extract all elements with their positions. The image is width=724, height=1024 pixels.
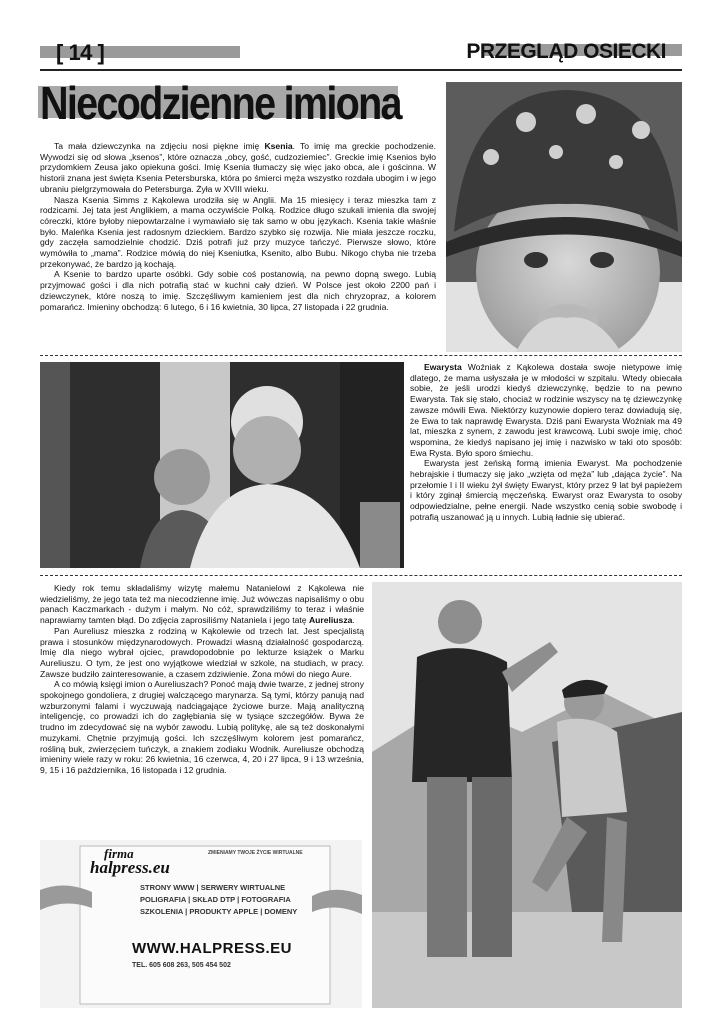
ad-tagline: ZMIENIAMY TWOJE ŻYCIE WIRTUALNE [208,850,303,856]
ewarysta-paragraph-2: Ewarysta jest żeńską formą imienia Ewaryst. Ma pochodzenie hebrajskie i tłumaczy się jako „wzięta od męża” lub „dająca życie”. Na przełomie I i II wieku żył święty Ewaryst, który przez 9 lat był papieżem i który zginął śmiercią męczeńską. Ewaryst oraz Ewarysta to osoby odpowiedzialne, pełne energii. Nade wszystko cenią sobie swobodę i potrafią uszanować ją u innych. Lubią ładnie się ubierać. [410,458,682,522]
ewarysta-paragraph-1: Ewarysta Woźniak z Kąkolewa dostała swoje nietypowe imię dlatego, że mama usłyszała je w młodości w szpitalu. Wtedy obiecała sobie, że jeśli urodzi kiedyś dziewczynkę, będzie to na pewno Ewarysta. Tak się stało, chociaż w rodzinie wszyscy na tę dziewczynkę zawsze mówili Ewa. Niektórzy kuzynowie dopiero teraz dowiadują się, że Ewa to tak naprawdę Ewarysta. Dziś pani Ewarysta Woźniak ma 49 lat, mieszka z synem, z zawodu jest krawcową. Lubi swoje imię, choć wspomina, że kiedyś napisano jej imię i nazwisko w taki oto sposób: Ewa Rysta. Było sporo śmiechu. [410,362,682,458]
photo-baby-ksenia [446,82,682,352]
ad-artwork [40,840,362,1008]
aureliusz-paragraph-1: Kiedy rok temu składaliśmy wizytę małemu Natanielowi z Kąkolewa nie wiedzieliśmy, że jego tata też ma niecodzienne imię. Już wówczas napisaliśmy o obu panach Kaczmarkach - dużym i małym. No cóż, sprawdziliśmy to teraz i właśnie naprawiamy tamten błąd. Do zdjęcia zaprosiliśmy Nataniela i jego tatę Aureliusza. [40,583,364,626]
page-number: [ 14 ] [56,40,105,65]
ksenia-paragraph-1: Ta mała dziewczynka na zdjęciu nosi piękne imię Ksenia. To imię ma greckie pochodzenie. Wywodzi się od słowa „ksenos”, które oznacza „obcy, gość, cudzoziemiec”. Greckie imię Ksenios było przydomkiem Zeusa jako opiekuna gości. Imię Ksenia tłumaczy się więc jako obca, ale i gościnna. W historii znana jest święta Ksenia Petersburska, która po śmierci męża wszystko rozdała ubogim i w jego ubraniu pielgrzymowała do Petersburga. Żyła w XVIII wieku. [40,141,436,194]
ad-services: STRONY WWW | SERWERY WIRTUALNE POLIGRAFIA | SKŁAD DTP | FOTOGRAFIA SZKOLENIA | PRODUKTY APPLE | DOMENY [140,883,298,916]
ksenia-paragraph-2: Nasza Ksenia Simms z Kąkolewa urodziła się w Anglii. Ma 15 miesięcy i teraz mieszka tam z rodzicami. Jej tata jest Anglikiem, a mama oczywiście Polką. Rodzice długo szukali imienia dla swojej córeczki, które byłoby niepowtarzalne i wymawiało się tak samo w obu językach. Ksenia takie właśnie było. Maleńka Ksenia jest radosnym dzieckiem. Bardzo szybko się rozwija. Nie miała jeszcze roczku, gdy zaczęła samodzielnie chodzić. Dziś potrafi już przy muzyce tańczyć. Pierwsze słowo, które wymówiła to „mama”. Rodzice mówią do niej Kseniutka, Ksenito, albo Bubu. Nikogo chyba nie trzeba przekonywać, że bardzo ją kochają. [40,194,436,269]
photo-ewarysta-with-son [40,362,404,568]
aureliusz-photo-illustration [372,582,682,1008]
baby-photo-illustration [446,82,682,352]
article-headline: Niecodzienne imiona [40,77,401,129]
name-ksenia: Ksenia [264,141,293,151]
section-divider-1 [40,355,682,356]
ad-service: STRONY WWW [140,883,195,892]
photo-aureliusz-with-son [372,582,682,1008]
ad-phone: TEL. 605 608 263, 505 454 502 [132,962,231,969]
header-rule [40,69,682,71]
ad-service: POLIGRAFIA [140,895,186,904]
ksenia-text [40,141,436,312]
ad-service: SZKOLENIA [140,907,184,916]
ewarysta-photo-illustration [40,362,404,568]
ad-url: WWW.HALPRESS.EU [132,940,292,957]
ksenia-paragraph-3: A Ksenie to bardzo uparte osóbki. Gdy sobie coś postanowią, na pewno dopną swego. Lubią przyjmować gości i dla nich potrafią stać w kuchni cały dzień. W Polsce jest około 2200 pań i dziewczynek, które noszą to imię. Szczęśliwym kamieniem jest dla nich chryzopraz, a kolorem pomarańcz. Imieniny obchodzą: 6 lutego, 6 i 16 kwietnia, 30 lipca, 27 listopada i 22 grudnia. [40,269,436,312]
ad-brand-logo: halpress.eu [90,858,170,877]
ad-brand-top: firma [104,846,134,861]
name-aureliusz: Aureliusza [308,615,353,626]
aureliusz-text [40,583,364,776]
ewarysta-text [410,362,682,523]
ad-service: FOTOGRAFIA [241,895,291,904]
ad-service: PRODUKTY APPLE [189,907,259,916]
halpress-advertisement [40,840,362,1008]
aureliusz-paragraph-2: Pan Aureliusz mieszka z rodziną w Kąkolewie od trzech lat. Jest specjalistą prawa i stosunków międzynarodowych. Prowadzi własną działalność gospodarczą. Imię dla niego wybrał ojciec, prawdopodobnie po lekturze książek o Marku Aureliuszu. O tym, że jest ono wyjątkowe wiedział w szkole, na studiach, w pracy. Zawsze budziło zainteresowanie, a czasem zdziwienie. Żona mówi do niego Aure. [40,625,364,679]
aureliusz-paragraph-3: A co mówią księgi imion o Aureliuszach? Ponoć mają dwie twarze, z jednej strony spokojnego gondoliera, z drugiej walczącego marynarza. Są tymi, którzy panują nad wzburzonymi falami i wyczuwają nadciągające życiowe burze. Mają analityczną inteligencję, co prowadzi ich do zagłębiania się w tysiące szczegółów. Bywa że trudno im zdecydować się na wybór zawodu. Lubią politykę, ale są też doskonałymi muzykami. Chętnie przyjmują gości. Ich szczęśliwym kolorem jest pomarańcz, rośliną buk, zwierzęciem tuńczyk, a znakiem zodiaku Wodnik. Aureliusze obchodzą imieniny wiele razy w roku: 26 kwietnia, 16 czerwca, 4, 20 i 27 lipca, 9 i 13 września, 9, 15 i 16 października, 16 listopada i 12 grudnia. [40,679,364,775]
ad-service: SERWERY WIRTUALNE [200,883,286,892]
name-ewarysta: Ewarysta [424,362,462,372]
magazine-title: PRZEGLĄD OSIECKI [466,40,666,63]
section-divider-2 [40,575,682,576]
ad-service: SKŁAD DTP [192,895,236,904]
ad-service: DOMENY [264,907,298,916]
